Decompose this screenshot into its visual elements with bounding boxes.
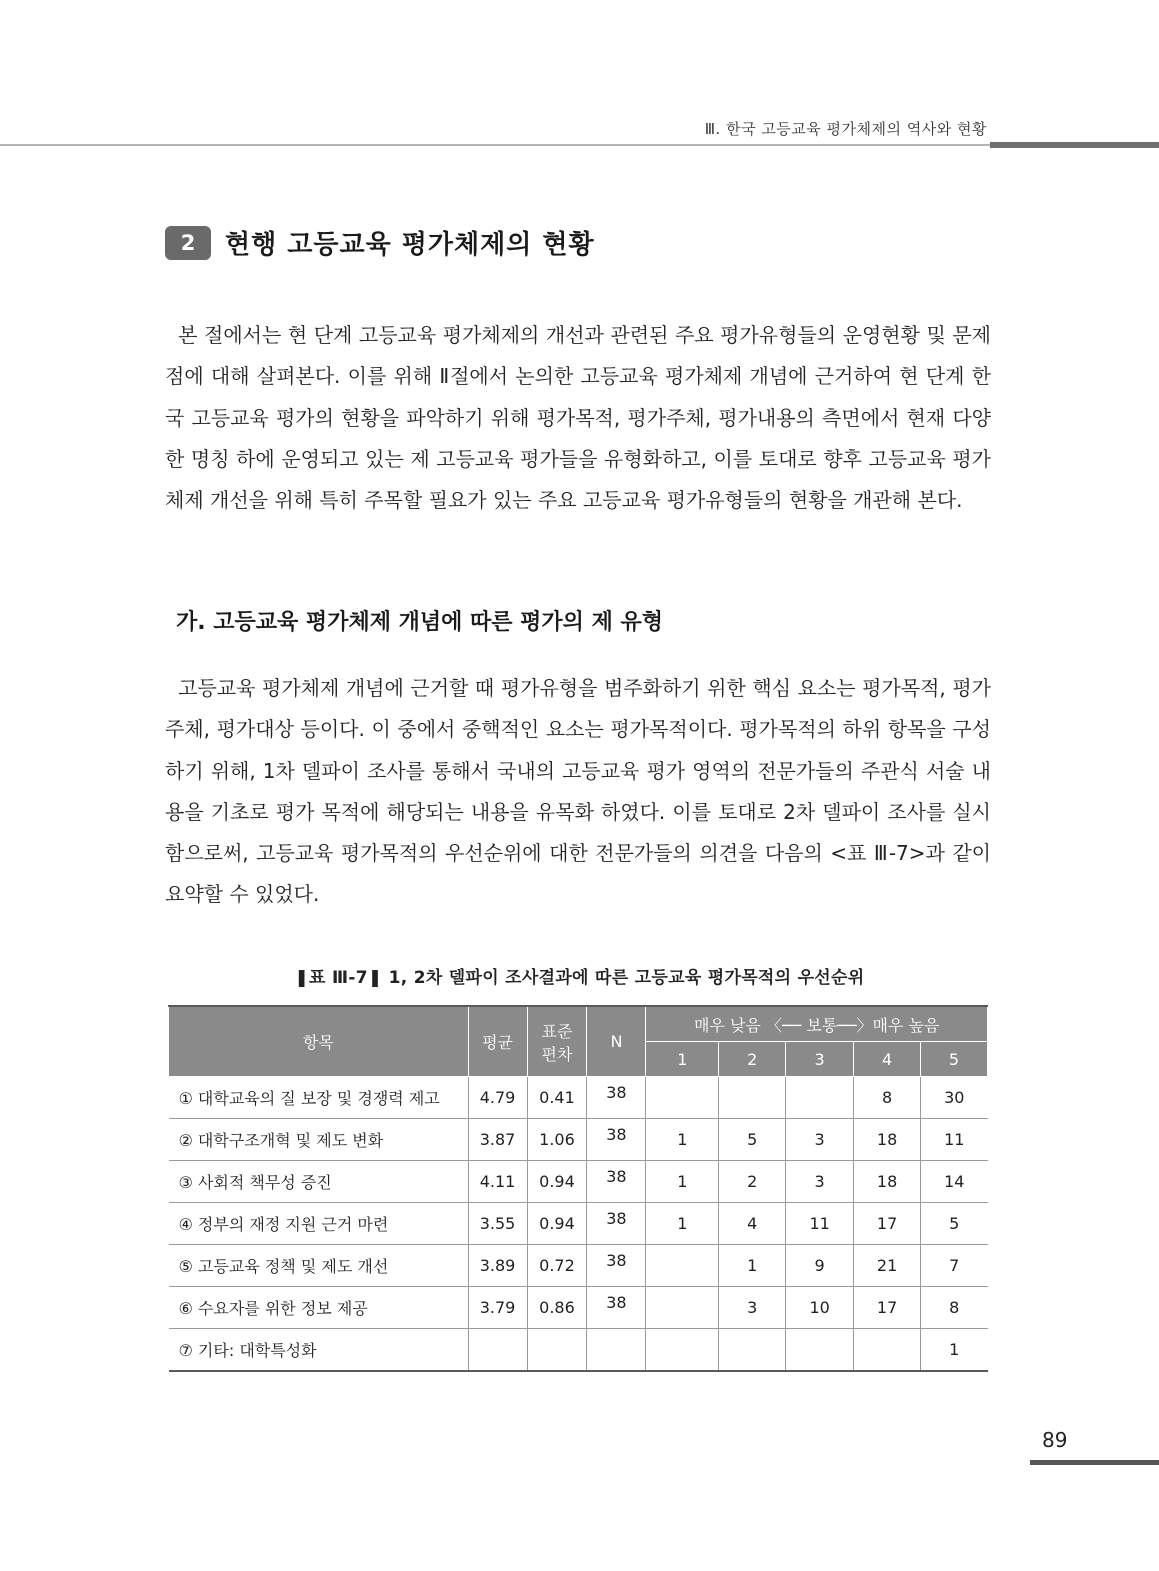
row-mean: 3.89 [468, 1245, 527, 1287]
row-n: 38 [587, 1161, 646, 1203]
row-n: 38 [587, 1203, 646, 1245]
row-mean [468, 1329, 527, 1372]
row-level-1-count: 1 [646, 1203, 719, 1245]
row-level-4-count: 18 [854, 1119, 921, 1161]
row-level-2-count: 3 [719, 1287, 786, 1329]
footer-rule [1030, 1460, 1159, 1465]
row-n [587, 1329, 646, 1372]
row-mean: 4.11 [468, 1161, 527, 1203]
row-item: ② 대학구조개혁 및 제도 변화 [169, 1119, 469, 1161]
row-n: 38 [587, 1119, 646, 1161]
table-row [169, 1161, 988, 1203]
row-mean: 3.87 [468, 1119, 527, 1161]
header-rule [0, 144, 990, 146]
header-level-1: 1 [646, 1042, 719, 1077]
row-sd: 0.94 [527, 1161, 587, 1203]
table-row [169, 1203, 988, 1245]
row-item: ③ 사회적 책무성 증진 [169, 1161, 469, 1203]
section-heading [165, 224, 595, 261]
row-level-1-count [646, 1245, 719, 1287]
row-level-5-count: 5 [921, 1203, 988, 1245]
row-mean: 3.79 [468, 1287, 527, 1329]
header-level-3: 3 [786, 1042, 854, 1077]
intro-paragraph [165, 315, 991, 521]
delphi-priority-table [168, 1005, 988, 1372]
table-caption: ❚표 Ⅲ-7❚ 1, 2차 델파이 조사결과에 따른 고등교육 평가목적의 우선순위 [294, 968, 865, 988]
intro-paragraph-text: 본 절에서는 현 단계 고등교육 평가체제의 개선과 관련된 주요 평가유형들의 운영현황 및 문제점에 대해 살펴본다. 이를 위해 Ⅱ절에서 논의한 고등교육 평가체제 개념에 근거하여 현 단계 한국 고등교육 평가의 현황을 파악하기 위해 평가목적, 평가주체, 평가내용의 측면에서 현재 다양한 명칭 하에 운영되고 있는 제 고등교육 평가들을 유형화하고, 이를 토대로 향후 고등교육 평가체제 개선을 위해 특히 주목할 필요가 있는 주요 고등교육 평가유형들의 현황을 개관해 본다. [165, 323, 991, 513]
row-item: ⑦ 기타: 대학특성화 [169, 1329, 469, 1372]
row-level-5-count: 14 [921, 1161, 988, 1203]
row-level-2-count: 2 [719, 1161, 786, 1203]
row-sd: 1.06 [527, 1119, 587, 1161]
row-level-3-count: 3 [786, 1161, 854, 1203]
table-row [169, 1329, 988, 1372]
row-level-2-count: 4 [719, 1203, 786, 1245]
header-level-4: 4 [854, 1042, 921, 1077]
row-sd: 0.94 [527, 1203, 587, 1245]
row-sd: 0.41 [527, 1077, 587, 1119]
section-title: 현행 고등교육 평가체제의 현황 [225, 230, 595, 260]
row-level-4-count: 18 [854, 1161, 921, 1203]
row-level-1-count: 1 [646, 1119, 719, 1161]
row-level-3-count: 3 [786, 1119, 854, 1161]
header-sd-line1: 표준 [541, 1021, 573, 1041]
row-sd: 0.72 [527, 1245, 587, 1287]
row-n: 38 [587, 1287, 646, 1329]
row-level-5-count: 1 [921, 1329, 988, 1372]
row-level-5-count: 8 [921, 1287, 988, 1329]
header-level-2: 2 [719, 1042, 786, 1077]
header-sd [527, 1006, 587, 1077]
row-level-2-count: 1 [719, 1245, 786, 1287]
table-row [169, 1077, 988, 1119]
table-row [169, 1245, 988, 1287]
header-mean: 평균 [468, 1006, 527, 1077]
row-item: ⑤ 고등교육 정책 및 제도 개선 [169, 1245, 469, 1287]
body-paragraph [165, 668, 991, 916]
row-level-3-count: 9 [786, 1245, 854, 1287]
header-item: 항목 [169, 1006, 469, 1077]
page-number: 89 [1042, 1428, 1068, 1452]
row-level-1-count [646, 1077, 719, 1119]
row-item: ① 대학교육의 질 보장 및 경쟁력 제고 [169, 1077, 469, 1119]
table-row [169, 1119, 988, 1161]
row-n: 38 [587, 1245, 646, 1287]
row-level-3-count [786, 1077, 854, 1119]
table-row [169, 1287, 988, 1329]
row-level-4-count: 8 [854, 1077, 921, 1119]
subsection-title: 가. 고등교육 평가체제 개념에 따른 평가의 제 유형 [176, 610, 664, 635]
row-sd [527, 1329, 587, 1372]
header-rule-accent [990, 142, 1159, 148]
header-sd-line2: 편차 [541, 1044, 573, 1064]
row-level-3-count: 10 [786, 1287, 854, 1329]
row-level-4-count: 17 [854, 1287, 921, 1329]
row-sd: 0.86 [527, 1287, 587, 1329]
row-level-1-count [646, 1287, 719, 1329]
row-item: ④ 정부의 재정 지원 근거 마련 [169, 1203, 469, 1245]
header-n: N [587, 1006, 646, 1077]
table-body [169, 1077, 988, 1372]
row-level-2-count [719, 1077, 786, 1119]
row-level-2-count [719, 1329, 786, 1372]
running-header: Ⅲ. 한국 고등교육 평가체제의 역사와 현황 [704, 120, 987, 138]
row-level-5-count: 30 [921, 1077, 988, 1119]
row-level-5-count: 11 [921, 1119, 988, 1161]
row-level-4-count: 17 [854, 1203, 921, 1245]
row-level-3-count [786, 1329, 854, 1372]
row-level-4-count: 21 [854, 1245, 921, 1287]
row-n: 38 [587, 1077, 646, 1119]
section-number-badge: 2 [165, 226, 211, 260]
row-level-1-count: 1 [646, 1161, 719, 1203]
header-scale: 매우 낮음 〈── 보통──〉매우 높음 [646, 1006, 988, 1042]
row-level-1-count [646, 1329, 719, 1372]
header-level-5: 5 [921, 1042, 988, 1077]
row-level-4-count [854, 1329, 921, 1372]
row-item: ⑥ 수요자를 위한 정보 제공 [169, 1287, 469, 1329]
row-mean: 4.79 [468, 1077, 527, 1119]
row-level-3-count: 11 [786, 1203, 854, 1245]
row-mean: 3.55 [468, 1203, 527, 1245]
row-level-5-count: 7 [921, 1245, 988, 1287]
row-level-2-count: 5 [719, 1119, 786, 1161]
body-paragraph-text: 고등교육 평가체제 개념에 근거할 때 평가유형을 범주화하기 위한 핵심 요소는 평가목적, 평가주체, 평가대상 등이다. 이 중에서 중핵적인 요소는 평가목적이다. 평가목적의 하위 항목을 구성하기 위해, 1차 델파이 조사를 통해서 국내의 고등교육 평가 영역의 전문가들의 주관식 서술 내용을 기초로 평가 목적에 해당되는 내용을 유목화 하였다. 이를 토대로 2차 델파이 조사를 실시함으로써, 고등교육 평가목적의 우선순위에 대한 전문가들의 의견을 다음의 <표 Ⅲ-7>과 같이 요약할 수 있었다. [165, 676, 991, 907]
